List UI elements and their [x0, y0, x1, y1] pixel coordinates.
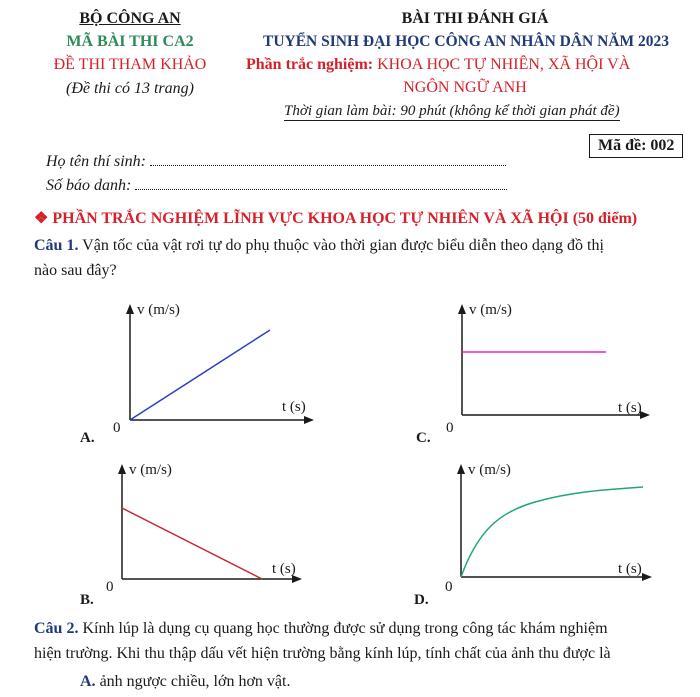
graph-a-x-label: t (s)	[282, 399, 306, 415]
question-2-option-a-label: A.	[80, 673, 96, 690]
graph-a-y-label: v (m/s)	[137, 302, 180, 318]
graph-d-origin: 0	[445, 579, 453, 595]
graph-c-x-label: t (s)	[618, 400, 642, 416]
graph-c-y-label: v (m/s)	[469, 302, 512, 318]
graph-c	[416, 302, 650, 446]
question-1-line2: nào sau đây?	[34, 262, 117, 279]
graph-d-x-arrow	[642, 573, 652, 581]
graph-b	[80, 462, 302, 608]
section-label: Phần trắc nghiệm:	[246, 56, 374, 73]
header-time: Thời gian làm bài: 90 phút (không kể thời gian phát đề)	[284, 103, 620, 119]
graph-c-y-arrow	[458, 304, 466, 314]
answer-graphs	[0, 290, 700, 620]
exam-code-box: Mã đề: 002	[589, 134, 683, 158]
graph-d	[414, 462, 652, 608]
header-doc-type: ĐỀ THI THAM KHẢO	[53, 56, 207, 73]
name-dots	[150, 153, 506, 166]
graph-b-series-line	[122, 508, 262, 579]
candidate-name-field: Họ tên thí sinh:	[46, 153, 506, 171]
question-2-line2: hiện trường. Khi thu thập dấu vết hiện trường bằng kính lúp, tính chất của ảnh thu được là	[34, 645, 611, 662]
graph-b-y-label: v (m/s)	[129, 462, 172, 478]
option-a-label: A.	[80, 430, 95, 446]
graph-a-series-line	[130, 330, 270, 420]
graph-b-origin: 0	[106, 579, 114, 595]
graph-a-y-arrow	[126, 304, 134, 314]
graph-a-origin: 0	[113, 420, 121, 436]
header-pages: (Đề thi có 13 trang)	[66, 80, 194, 97]
question-2-line1: Câu 2. Kính lúp là dụng cụ quang học thường được sử dụng trong công tác khám nghiệm	[34, 620, 608, 637]
question-1-line1: Câu 1. Vận tốc của vật rơi tự do phụ thuộc vào thời gian được biểu diễn theo dạng đồ thị	[34, 237, 604, 254]
option-d-label: D.	[414, 592, 429, 608]
graph-d-y-arrow	[457, 464, 465, 474]
question-2-number: Câu 2.	[34, 620, 79, 637]
graph-b-x-label: t (s)	[272, 561, 296, 577]
id-dots	[135, 177, 507, 190]
header-title: BÀI THI ĐÁNH GIÁ	[401, 10, 549, 27]
question-1-number: Câu 1.	[34, 237, 79, 254]
graph-c-origin: 0	[446, 420, 454, 436]
header-section	[246, 56, 630, 74]
graph-a-x-arrow	[304, 416, 314, 424]
header-org: BỘ CÔNG AN	[79, 10, 181, 27]
graph-d-x-label: t (s)	[618, 561, 642, 577]
section-heading: ❖ PHẦN TRẮC NGHIỆM LĨNH VỰC KHOA HỌC TỰ NHIÊN VÀ XÃ HỘI (50 điểm)	[34, 210, 638, 227]
graph-d-series-curve	[461, 487, 643, 577]
section-name-line2: NGÔN NGỮ ANH	[403, 79, 527, 96]
option-b-label: B.	[80, 592, 94, 608]
option-c-label: C.	[416, 430, 431, 446]
graph-d-y-label: v (m/s)	[468, 462, 511, 478]
section-name-line1: KHOA HỌC TỰ NHIÊN, XÃ HỘI VÀ	[377, 56, 631, 73]
candidate-id-field: Số báo danh:	[46, 177, 507, 195]
question-2-option-a: A. ảnh ngược chiều, lớn hơn vật.	[80, 673, 291, 690]
graph-a	[80, 302, 314, 446]
graph-b-y-arrow	[118, 464, 126, 474]
header-subtitle: TUYỂN SINH ĐẠI HỌC CÔNG AN NHÂN DÂN NĂM 2023	[262, 33, 670, 50]
header-exam-code: MÃ BÀI THI CA2	[66, 33, 194, 50]
